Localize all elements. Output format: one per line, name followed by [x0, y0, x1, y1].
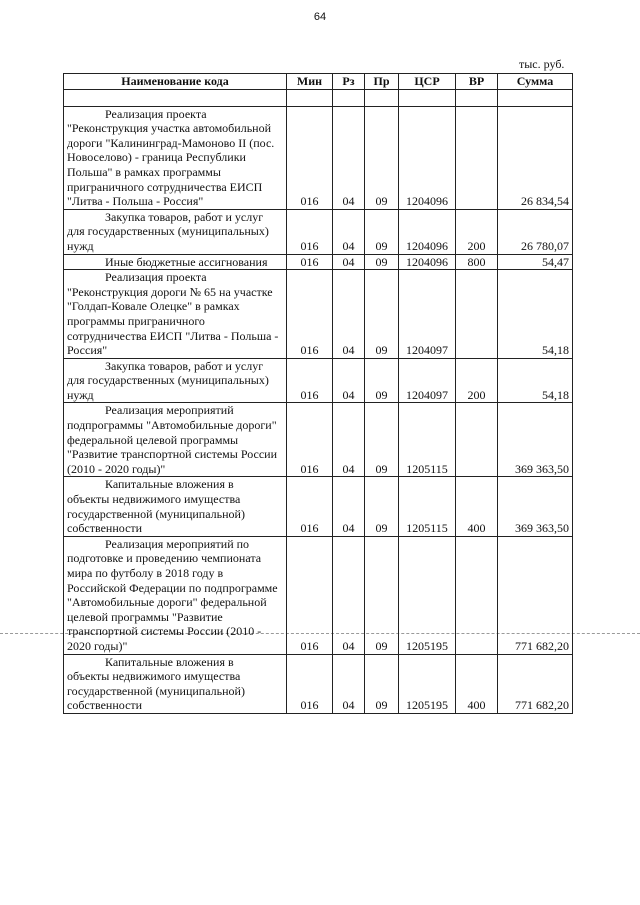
table-row	[64, 358, 573, 403]
cell-rz: 04	[333, 358, 365, 403]
name-line: сотрудничества ЕИСП "Литва - Польша -	[67, 328, 279, 343]
cell-pr: 09	[365, 106, 399, 209]
cell-vr	[456, 106, 498, 209]
cell-rz: 04	[333, 536, 365, 654]
name-line: Россия"	[67, 343, 108, 358]
name-line: собственности	[67, 698, 143, 713]
name-line: Реализация мероприятий по	[105, 536, 250, 551]
cell-min: 016	[287, 270, 333, 359]
cell-sum: 771 682,20	[498, 654, 573, 713]
name-line: Новоселово) - граница Республики	[67, 150, 246, 165]
cell-csr: 1205115	[399, 403, 456, 477]
name-line: государственной (муниципальной)	[67, 683, 245, 698]
cell-name	[64, 254, 287, 270]
units-label: тыс. руб.	[519, 57, 565, 71]
name-line: Закупка товаров, работ и услуг	[105, 209, 264, 224]
table-spacer-row	[64, 89, 573, 106]
cell-name	[64, 106, 287, 209]
name-line: объекты недвижимого имущества	[67, 669, 241, 684]
header-pr: Пр	[365, 74, 399, 90]
name-line: Реализация проекта	[105, 106, 207, 121]
cell-pr: 09	[365, 477, 399, 536]
name-line: Иные бюджетные ассигнования	[105, 254, 268, 269]
name-line: государственной (муниципальной)	[67, 506, 245, 521]
cell-csr: 1205115	[399, 477, 456, 536]
name-line: "Литва - Польша - Россия"	[67, 194, 204, 209]
name-line: Российской Федерации по подпрограмме	[67, 580, 278, 595]
cell-rz: 04	[333, 403, 365, 477]
name-line: "Автомобильные дороги" федеральной	[67, 595, 267, 610]
cell-sum: 54,47	[498, 254, 573, 270]
cell-min: 016	[287, 254, 333, 270]
cell-pr: 09	[365, 536, 399, 654]
table-row	[64, 477, 573, 536]
table-row	[64, 536, 573, 654]
cell-pr: 09	[365, 358, 399, 403]
cell-vr: 200	[456, 358, 498, 403]
table-row	[64, 254, 573, 270]
name-line: подготовке и проведению чемпионата	[67, 551, 262, 566]
cell-rz: 04	[333, 654, 365, 713]
page-number: 64	[313, 11, 327, 23]
name-line: нужд	[67, 238, 94, 253]
spacer-cell	[333, 89, 365, 106]
cell-pr: 09	[365, 270, 399, 359]
header-sum: Сумма	[498, 74, 573, 90]
cell-vr	[456, 536, 498, 654]
name-line: для государственных (муниципальных)	[67, 373, 269, 388]
header-min: Мин	[287, 74, 333, 90]
name-line: "Реконструкция участка автомобильной	[67, 121, 272, 136]
spacer-cell	[287, 89, 333, 106]
spacer-cell	[64, 89, 287, 106]
table-header-row	[64, 74, 573, 90]
cell-rz: 04	[333, 477, 365, 536]
cell-csr: 1204097	[399, 270, 456, 359]
cell-sum: 26 780,07	[498, 209, 573, 254]
name-line: транспортной системы России (2010 -	[67, 624, 262, 639]
cell-rz: 04	[333, 254, 365, 270]
cell-vr	[456, 270, 498, 359]
cell-name	[64, 654, 287, 713]
header-csr: ЦСР	[399, 74, 456, 90]
cell-sum: 54,18	[498, 358, 573, 403]
cell-csr: 1204096	[399, 209, 456, 254]
cell-rz: 04	[333, 270, 365, 359]
cell-sum: 26 834,54	[498, 106, 573, 209]
name-line: для государственных (муниципальных)	[67, 224, 269, 239]
name-line: целевой программы "Развитие	[67, 609, 223, 624]
cell-name	[64, 403, 287, 477]
name-line: Закупка товаров, работ и услуг	[105, 358, 264, 373]
spacer-cell	[365, 89, 399, 106]
cell-rz: 04	[333, 209, 365, 254]
header-vr: ВР	[456, 74, 498, 90]
name-line: нужд	[67, 387, 94, 402]
cell-min: 016	[287, 403, 333, 477]
cell-vr: 800	[456, 254, 498, 270]
cell-sum: 771 682,20	[498, 536, 573, 654]
name-line: 2020 годы)"	[67, 638, 128, 653]
cell-pr: 09	[365, 654, 399, 713]
table-body	[64, 89, 573, 713]
table-row	[64, 403, 573, 477]
name-line: Реализация мероприятий	[105, 403, 234, 418]
cell-rz: 04	[333, 106, 365, 209]
cell-name	[64, 358, 287, 403]
cell-name	[64, 270, 287, 359]
cell-csr: 1204096	[399, 106, 456, 209]
cell-name	[64, 477, 287, 536]
cell-min: 016	[287, 477, 333, 536]
name-line: федеральной целевой программы	[67, 432, 239, 447]
cell-pr: 09	[365, 254, 399, 270]
cell-pr: 09	[365, 209, 399, 254]
name-line: программы приграничного	[67, 313, 205, 328]
name-line: Капитальные вложения в	[105, 477, 234, 492]
cell-min: 016	[287, 358, 333, 403]
cell-sum: 369 363,50	[498, 403, 573, 477]
table-row	[64, 270, 573, 359]
name-line: Капитальные вложения в	[105, 654, 234, 669]
name-line: (2010 - 2020 годы)"	[67, 461, 166, 476]
spacer-cell	[498, 89, 573, 106]
spacer-cell	[399, 89, 456, 106]
name-line: собственности	[67, 521, 143, 536]
cell-csr: 1204096	[399, 254, 456, 270]
cell-csr: 1205195	[399, 536, 456, 654]
cell-name	[64, 209, 287, 254]
spacer-cell	[456, 89, 498, 106]
cell-min: 016	[287, 106, 333, 209]
cell-vr: 200	[456, 209, 498, 254]
name-line: Реализация проекта	[105, 270, 207, 285]
header-name: Наименование кода	[64, 74, 287, 90]
header-rz: Рз	[333, 74, 365, 90]
name-line: "Развитие транспортной системы России	[67, 447, 278, 462]
cell-min: 016	[287, 209, 333, 254]
cell-vr: 400	[456, 654, 498, 713]
name-line: объекты недвижимого имущества	[67, 492, 241, 507]
cell-sum: 369 363,50	[498, 477, 573, 536]
budget-table	[63, 73, 573, 714]
name-line: мира по футболу в 2018 году в	[67, 566, 224, 580]
cell-pr: 09	[365, 403, 399, 477]
cell-min: 016	[287, 536, 333, 654]
name-line: приграничного сотрудничества ЕИСП	[67, 179, 263, 194]
cell-name	[64, 536, 287, 654]
table-row	[64, 106, 573, 209]
name-line: "Голдап-Ковале Олецке" в рамках	[67, 299, 240, 314]
table-row	[64, 654, 573, 713]
cell-sum: 54,18	[498, 270, 573, 359]
cell-vr	[456, 403, 498, 477]
cell-vr: 400	[456, 477, 498, 536]
name-line: Польша" в рамках программы	[67, 164, 221, 179]
name-line: подпрограммы "Автомобильные дороги"	[67, 418, 277, 433]
name-line: "Реконструкция дороги № 65 на участке	[67, 284, 273, 299]
cell-csr: 1205195	[399, 654, 456, 713]
cell-min: 016	[287, 654, 333, 713]
cell-csr: 1204097	[399, 358, 456, 403]
table-row	[64, 209, 573, 254]
name-line: дороги "Калининград-Мамоново II (пос.	[67, 135, 275, 150]
